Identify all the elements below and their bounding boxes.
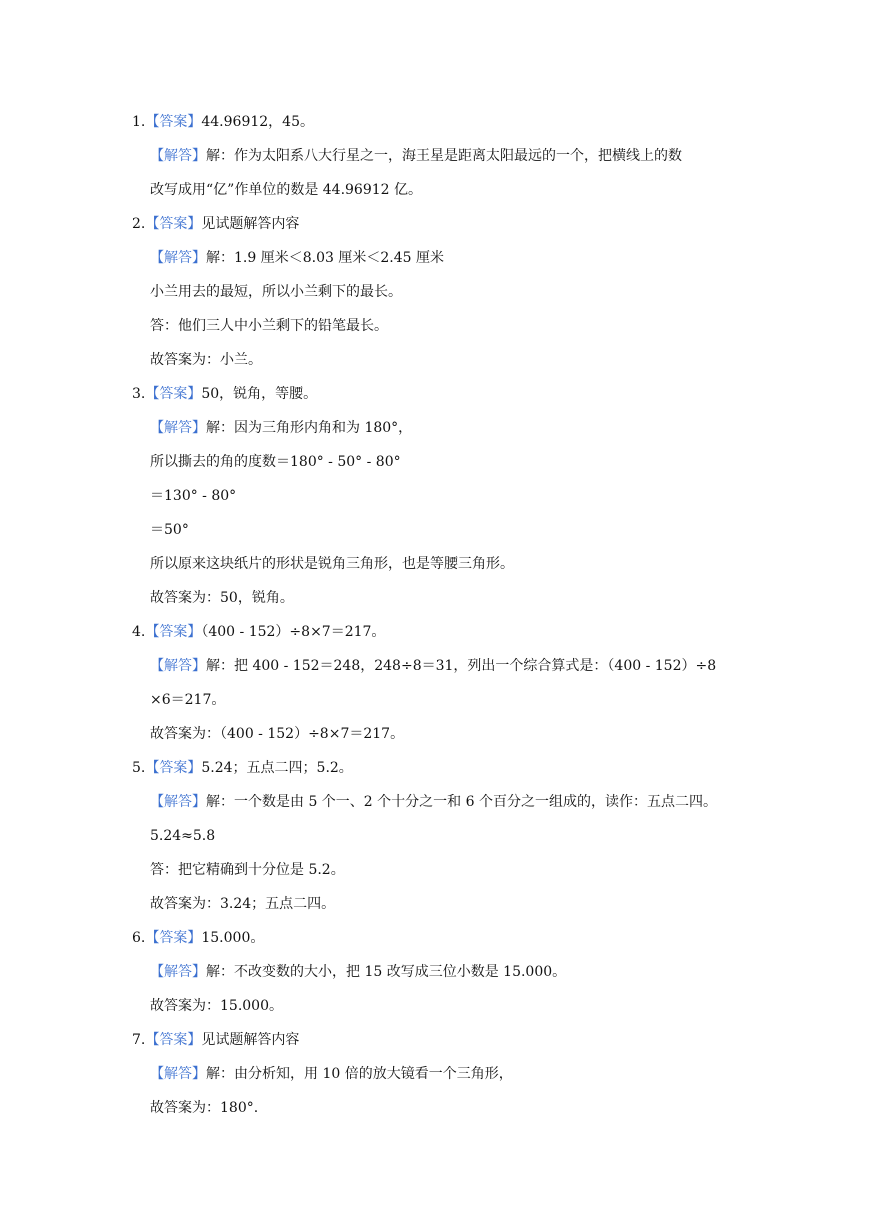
item-7-solution-line [150, 1064, 513, 1084]
solution-tag: 【解答】 [150, 250, 206, 266]
item-4-answer-line [132, 622, 385, 642]
solution-line: 故答案为：（400 - 152）÷8×7＝217。 [150, 726, 405, 742]
solution-line: 故答案为：15.000。 [150, 998, 283, 1014]
solution-line: 改写成用“亿”作单位的数是 44.96912 亿。 [150, 182, 423, 198]
answer-text: 见试题解答内容 [201, 1032, 300, 1048]
answer-tag: 【答案】 [145, 386, 202, 402]
item-number: 2. [132, 216, 146, 232]
solution-line: 所以撕去的角的度数＝180° - 50° - 80° [150, 454, 401, 470]
answer-text: 5.24；五点二四；5.2。 [201, 760, 353, 776]
answer-tag: 【答案】 [145, 114, 202, 130]
answer-text: 15.000。 [201, 930, 265, 946]
solution-line: 故答案为：180°. [150, 1100, 259, 1116]
solution-line: 答：他们三人中小兰剩下的铅笔最长。 [150, 318, 388, 334]
item-4-solution-line [150, 656, 716, 676]
answer-tag: 【答案】 [145, 930, 202, 946]
item-number: 1. [132, 114, 146, 130]
solution-text: 解：1.9 厘米＜8.03 厘米＜2.45 厘米 [206, 250, 444, 266]
item-number: 7. [132, 1032, 146, 1048]
item-3-answer-line [132, 384, 317, 404]
solution-line: 故答案为：50，锐角。 [150, 590, 294, 606]
solution-text: 解：因为三角形内角和为 180°， [206, 420, 413, 436]
answer-tag: 【答案】 [145, 216, 202, 232]
item-5-solution-line [150, 792, 717, 812]
solution-line: 5.24≈5.8 [150, 828, 216, 844]
solution-line: 小兰用去的最短，所以小兰剩下的最长。 [150, 284, 402, 300]
solution-tag: 【解答】 [150, 420, 206, 436]
item-2-answer-line [132, 214, 299, 234]
solution-text: 解：把 400 - 152＝248，248÷8＝31，列出一个综合算式是：（400 - 152）÷8 [206, 658, 717, 674]
item-7-answer-line [132, 1030, 299, 1050]
answer-tag: 【答案】 [145, 624, 202, 640]
solution-text: 解：不改变数的大小，把 15 改写成三位小数是 15.000。 [206, 964, 567, 980]
answer-text: 44.96912，45。 [201, 114, 314, 130]
solution-line: ＝130° - 80° [150, 488, 237, 504]
item-5-answer-line [132, 758, 353, 778]
solution-line: ×6＝217。 [150, 692, 226, 708]
solution-line: ＝50° [150, 522, 189, 538]
solution-line: 故答案为：3.24；五点二四。 [150, 896, 336, 912]
solution-tag: 【解答】 [150, 148, 206, 164]
item-number: 5. [132, 760, 146, 776]
solution-text: 解：由分析知，用 10 倍的放大镜看一个三角形， [206, 1066, 513, 1082]
solution-tag: 【解答】 [150, 1066, 206, 1082]
solution-text: 解：一个数是由 5 个一、2 个十分之一和 6 个百分之一组成的，读作：五点二四。 [206, 794, 717, 810]
answer-text: 见试题解答内容 [201, 216, 300, 232]
solution-text: 解：作为太阳系八大行星之一，海王星是距离太阳最远的一个，把横线上的数 [206, 148, 682, 164]
solution-tag: 【解答】 [150, 658, 206, 674]
item-number: 3. [132, 386, 146, 402]
answer-tag: 【答案】 [145, 760, 202, 776]
answer-tag: 【答案】 [145, 1032, 202, 1048]
solution-line: 所以原来这块纸片的形状是锐角三角形，也是等腰三角形。 [150, 556, 514, 572]
item-3-solution-line [150, 418, 412, 438]
item-number: 4. [132, 624, 146, 640]
answer-text: 50，锐角，等腰。 [201, 386, 318, 402]
item-1-solution-line [150, 146, 682, 166]
solution-line: 答：把它精确到十分位是 5.2。 [150, 862, 345, 878]
solution-tag: 【解答】 [150, 794, 206, 810]
item-6-answer-line [132, 928, 264, 948]
answer-text: （400 - 152）÷8×7＝217。 [201, 624, 386, 640]
solution-line: 故答案为：小兰。 [150, 352, 262, 368]
item-1-answer-line [132, 112, 314, 132]
item-number: 6. [132, 930, 146, 946]
item-2-solution-line [150, 248, 444, 268]
solution-tag: 【解答】 [150, 964, 206, 980]
item-6-solution-line [150, 962, 566, 982]
